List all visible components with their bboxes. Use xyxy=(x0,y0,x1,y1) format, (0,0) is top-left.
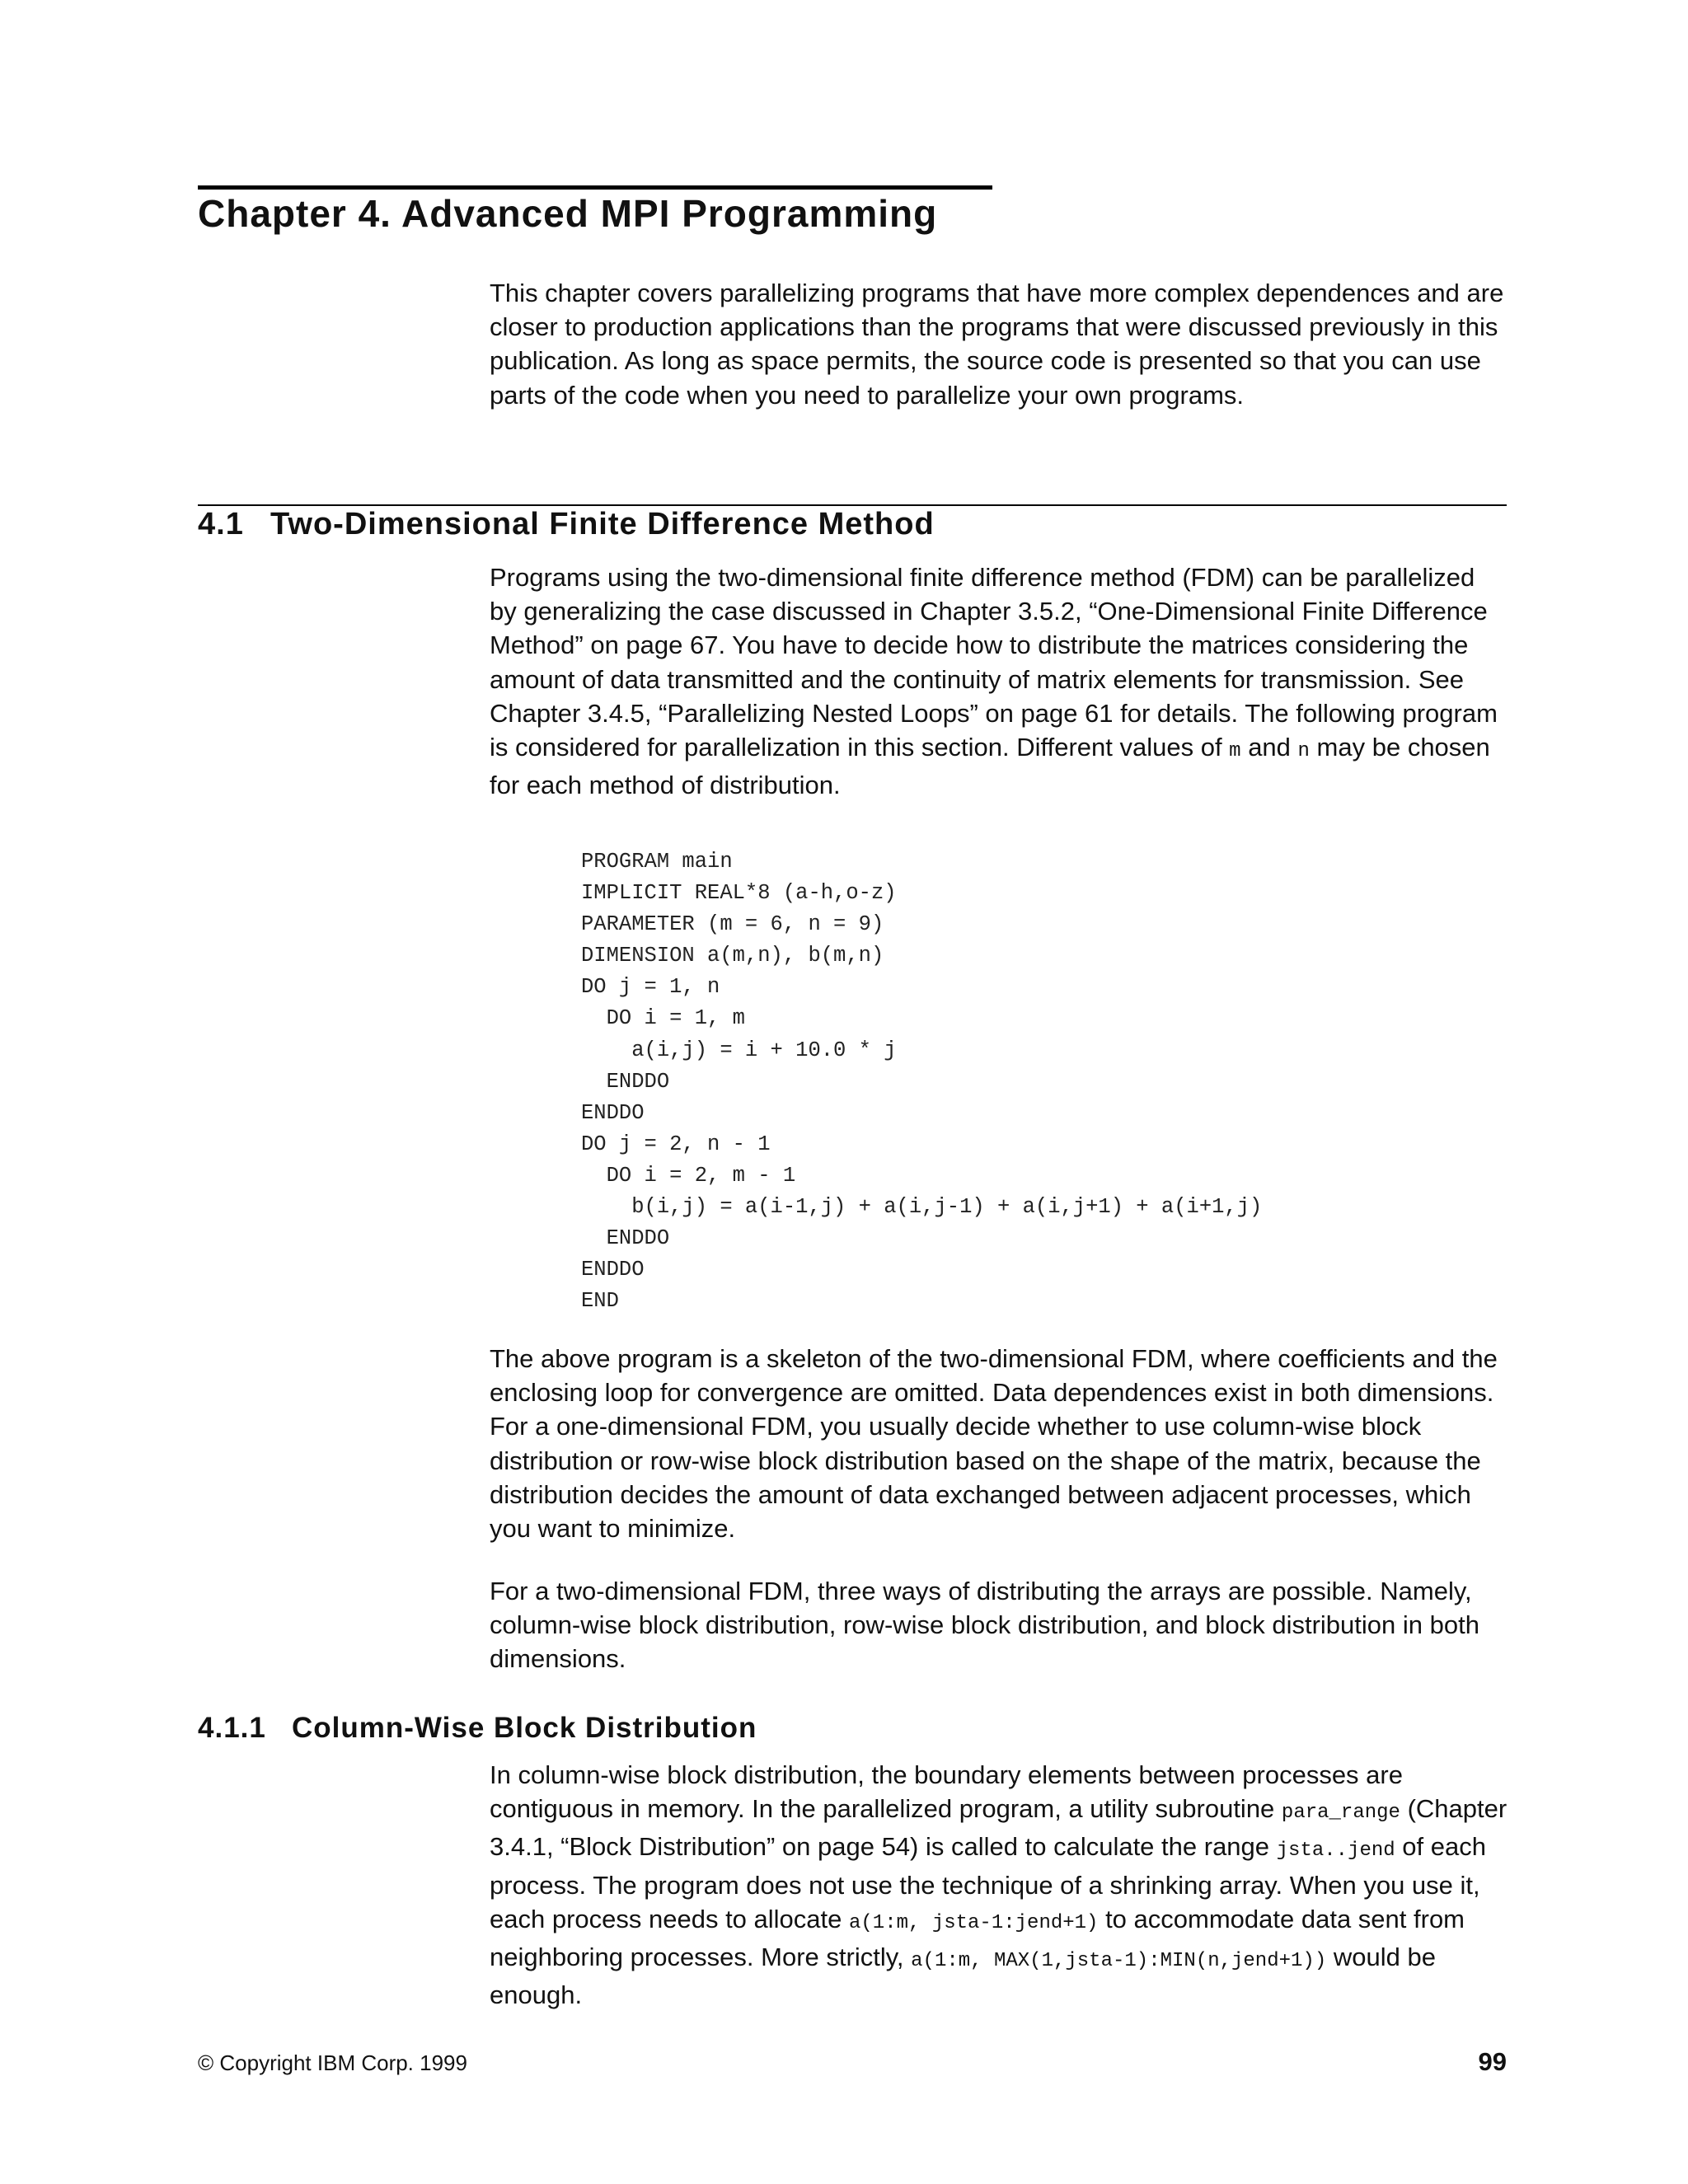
code-line: a(i,j) = i + 10.0 * j xyxy=(581,1038,897,1062)
paragraph-text: and xyxy=(1240,733,1298,762)
inline-code-n: n xyxy=(1297,740,1310,763)
code-line: PARAMETER (m = 6, n = 9) xyxy=(581,912,884,937)
section-4-1-1-paragraph xyxy=(490,1758,1508,2012)
code-line: ENDDO xyxy=(581,1226,670,1251)
paragraph-text: would be enough. xyxy=(490,1943,1436,2010)
code-line: DIMENSION a(m,n), b(m,n) xyxy=(581,944,884,968)
inline-code-jsta-jend: jsta..jend xyxy=(1276,1840,1395,1863)
section-title: Two-Dimensional Finite Difference Method xyxy=(270,507,935,541)
code-line: b(i,j) = a(i-1,j) + a(i,j-1) + a(i,j+1) + a(i+1,j) xyxy=(581,1195,1263,1220)
code-line: END xyxy=(581,1289,619,1314)
paragraph-text: (Chapter 3.4.1, “Block Distribution” on page 54) is called to calculate the range xyxy=(490,1794,1507,1862)
code-line: ENDDO xyxy=(581,1069,670,1094)
subsection-number: 4.1.1 xyxy=(198,1712,266,1744)
section-number: 4.1 xyxy=(198,507,244,541)
subsection-title: Column-Wise Block Distribution xyxy=(292,1712,757,1744)
section-4-1-paragraph-1 xyxy=(490,560,1508,802)
section-4-1-paragraph-2: The above program is a skeleton of the two-dimensional FDM, where coefficients and the enclosing loop for convergence are omitted. Data dependences exist in both dimensions. For a one-dimensional FDM, you usually decide whether to use column-wise block distribution or row-wise block distribution based on the shape of the matrix, because the distribution decides the amount of data exchanged between adjacent processes, which you want to minimize. xyxy=(490,1344,1498,1544)
chapter-title: Chapter 4. Advanced MPI Programming xyxy=(198,192,938,235)
code-line: PROGRAM main xyxy=(581,850,733,874)
page-number: 99 xyxy=(1478,2047,1507,2076)
subsection-heading-4-1-1 xyxy=(198,1712,757,1745)
code-line: ENDDO xyxy=(581,1258,645,1282)
paragraph-text: Programs using the two-dimensional finite difference method (FDM) can be parallelized by generalizing the case discussed in Chapter 3.5.2, “One-Dimensional Finite Difference Method” on page 67. You have to decide how to distribute the matrices considering the amount of data transmitted and the continuity of matrix elements for transmission. See Chapter 3.4.5, “Parallelizing Nested Loops” on page 61 for details. The following program is considered for parallelization in this section. Different values of xyxy=(490,563,1498,762)
code-line: DO j = 1, n xyxy=(581,975,720,1000)
inline-code-array-bounds: a(1:m, jsta-1:jend+1) xyxy=(849,1911,1099,1934)
fortran-code-listing xyxy=(581,846,1262,1317)
code-line: IMPLICIT REAL*8 (a-h,o-z) xyxy=(581,881,897,906)
paragraph-text: to accommodate data sent from neighboring processes. More strictly, xyxy=(490,1904,1465,1972)
paragraph-text: In column-wise block distribution, the boundary elements between processes are contiguous in memory. In the parallelized program, a utility subroutine xyxy=(490,1760,1403,1824)
section-4-1-paragraph-3: For a two-dimensional FDM, three ways of distributing the arrays are possible. Namely, column-wise block distribution, row-wise block distribution, and block distribution in both dimensions. xyxy=(490,1577,1479,1674)
inline-code-para-range: para_range xyxy=(1281,1802,1400,1825)
code-line: ENDDO xyxy=(581,1100,645,1125)
code-line: DO j = 2, n - 1 xyxy=(581,1132,771,1156)
chapter-intro-paragraph: This chapter covers parallelizing programs that have more complex dependences and are closer to production applications than the programs that were discussed previously in this publication. As long as space permits, the source code is presented so that you can use parts of the code when you need to parallelize your own programs. xyxy=(490,279,1504,410)
section-heading-4-1 xyxy=(198,507,935,542)
inline-code-strict-bounds: a(1:m, MAX(1,jsta-1):MIN(n,jend+1)) xyxy=(911,1950,1327,1973)
paragraph-text: of each process. The program does not use the technique of a shrinking array. When you use it, each process needs to allocate xyxy=(490,1832,1486,1933)
chapter-rule xyxy=(198,185,992,190)
section-rule xyxy=(198,504,1507,506)
inline-code-m: m xyxy=(1229,740,1241,763)
paragraph-text: may be chosen for each method of distribution. xyxy=(490,733,1490,800)
code-line: DO i = 2, m - 1 xyxy=(581,1163,796,1188)
copyright-footer: © Copyright IBM Corp. 1999 xyxy=(198,2050,467,2075)
code-line: DO i = 1, m xyxy=(581,1006,745,1031)
